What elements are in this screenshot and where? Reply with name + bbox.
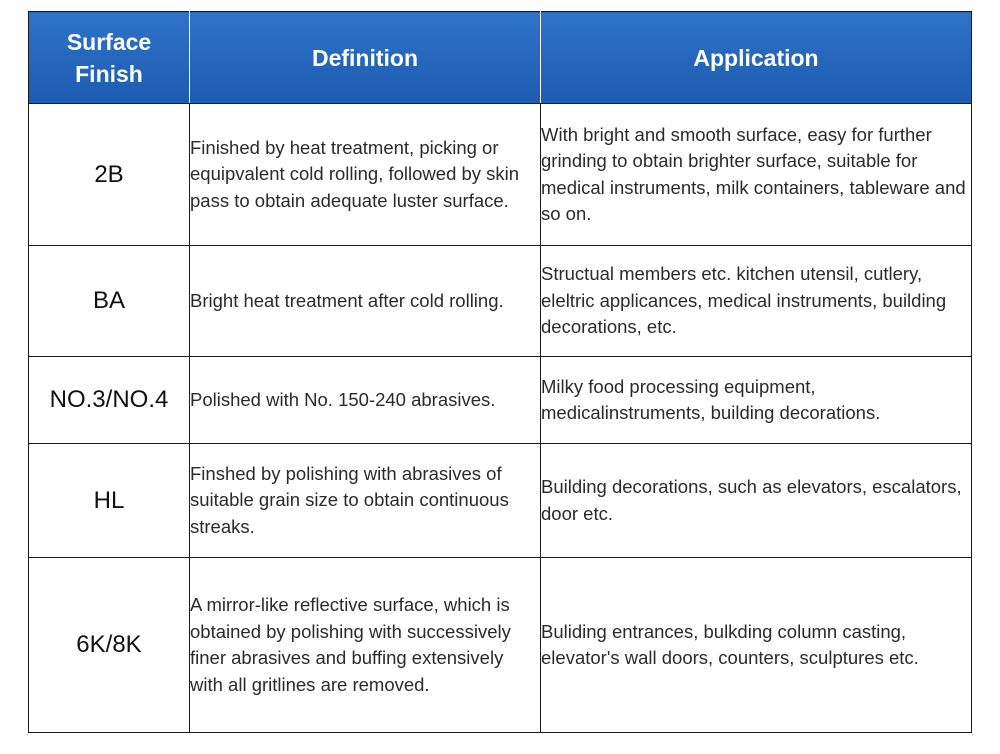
- header-surface-finish-line1: Surface: [66, 28, 152, 55]
- header-surface-finish-line2: Finish: [75, 60, 143, 87]
- header-row: [29, 12, 972, 104]
- finish-cell: NO.3/NO.4: [29, 357, 190, 444]
- table-row: [29, 444, 972, 558]
- definition-cell: Bright heat treatment after cold rolling.: [190, 246, 541, 357]
- table-row: [29, 246, 972, 357]
- application-cell: Building decorations, such as elevators, escalators, door etc.: [541, 444, 972, 558]
- definition-cell: Polished with No. 150-240 abrasives.: [190, 357, 541, 444]
- definition-cell: Finshed by polishing with abrasives of suitable grain size to obtain continuous streaks.: [190, 444, 541, 558]
- finish-cell: 6K/8K: [29, 558, 190, 733]
- definition-cell: Finished by heat treatment, picking or equipvalent cold rolling, followed by skin pass to obtain adequate luster surface.: [190, 104, 541, 246]
- application-cell: Structual members etc. kitchen utensil, cutlery, eleltric applicances, medical instruments, building decorations, etc.: [541, 246, 972, 357]
- table-row: [29, 558, 972, 733]
- header-definition: Definition: [190, 12, 541, 104]
- finish-cell: 2B: [29, 104, 190, 246]
- application-cell: With bright and smooth surface, easy for further grinding to obtain brighter surface, suitable for medical instruments, milk containers, tableware and so on.: [541, 104, 972, 246]
- finish-cell: HL: [29, 444, 190, 558]
- definition-cell: A mirror-like reflective surface, which is obtained by polishing with successively finer abrasives and buffing extensively with all gritlines are removed.: [190, 558, 541, 733]
- table-header: [29, 12, 972, 104]
- header-surface-finish: [29, 12, 190, 104]
- table-row: [29, 104, 972, 246]
- surface-finish-table: [28, 11, 972, 733]
- application-cell: Milky food processing equipment, medicalinstruments, building decorations.: [541, 357, 972, 444]
- table-row: [29, 357, 972, 444]
- header-application: Application: [541, 12, 972, 104]
- application-cell: Buliding entrances, bulkding column casting, elevator's wall doors, counters, sculptures etc.: [541, 558, 972, 733]
- table-body: [29, 104, 972, 733]
- finish-cell: BA: [29, 246, 190, 357]
